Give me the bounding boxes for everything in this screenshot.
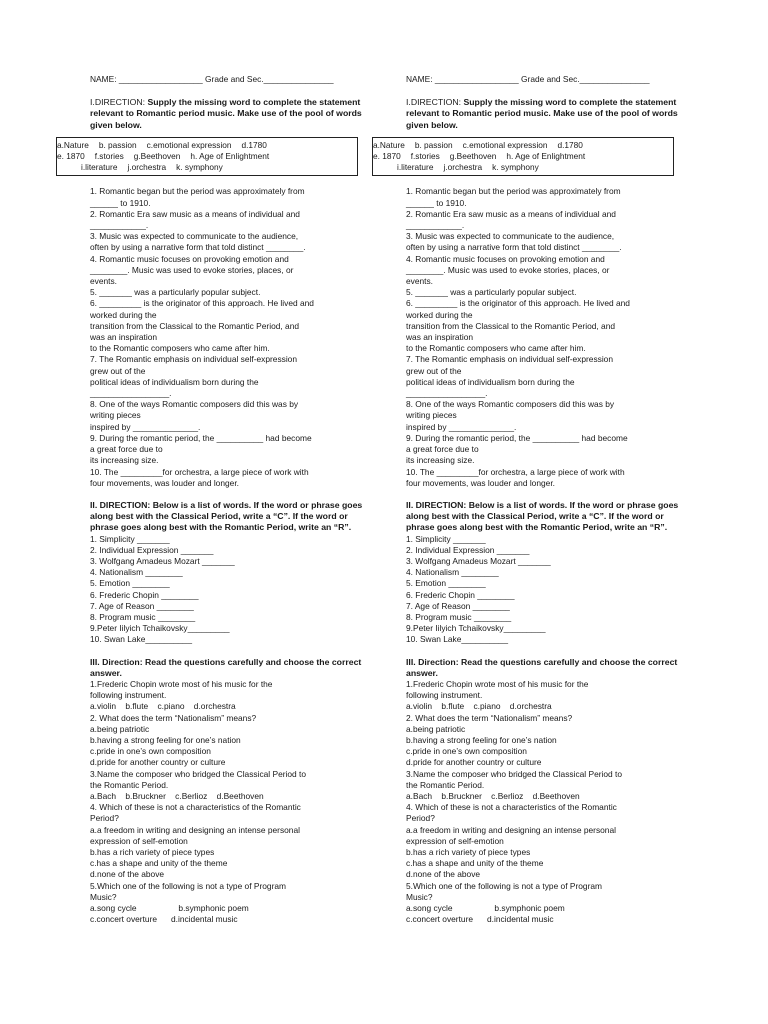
pool-word: c.emotional expression [146, 139, 232, 150]
section3-item-line: b.has a rich variety of piece types [90, 847, 215, 857]
section1-item-line: four movements, was louder and longer. [90, 477, 239, 488]
section3-items [406, 679, 684, 925]
section1-item-line: 7. The Romantic emphasis on individual self-expression [90, 354, 297, 365]
section3-item-line: Music? [90, 891, 117, 902]
section1-item-line: ________. Music was used to evoke stories, places, or [90, 264, 294, 275]
section3-item-line: a.Bach b.Bruckner c.Berlioz d.Beethoven [406, 790, 580, 801]
section3-item-line: 4. Which of these is not a characteristics of the Romantic [90, 802, 301, 813]
section3-item-line: 3.Name the composer who bridged the Classical Period to [406, 768, 622, 779]
pool-word: c.emotional expression [462, 139, 548, 150]
pool-word: g.Beethoven [133, 151, 181, 162]
section3-item-line: c.pride in one’s own composition [406, 746, 527, 757]
section1-items [406, 186, 684, 488]
section1-item-line: 6. _________ is the originator of this approach. He lived and [406, 298, 630, 309]
section3-item-line: c.concert overture d.incidental music [406, 914, 554, 925]
section1-item-line: events. [90, 276, 118, 287]
section3-item-line: d.pride for another country or culture [406, 757, 542, 768]
section1-item-line: worked during the [406, 309, 473, 320]
pool-word: a.Nature [373, 139, 405, 150]
pool-word: b. passion [98, 139, 137, 150]
section2-item: 8. Program music ________ [90, 611, 196, 622]
section1-item-line: a great force due to [406, 444, 479, 455]
section1-item-line: 10. The _________for orchestra, a large piece of work with [90, 466, 309, 477]
section1-item-line: 9. During the romantic period, the __________ had become [90, 432, 312, 443]
section1-direction-lead: I.DIRECTION: [90, 97, 148, 108]
pool-word: k. symphony [176, 162, 223, 173]
section1-direction-text: Supply the missing word to complete the statement relevant to Romantic period music. Make use of the pool of words given below. [406, 97, 678, 130]
section3-item-line: a.song cycle b.symphonic poem [406, 903, 565, 914]
section1-item-line: ________. Music was used to evoke stories, places, or [406, 264, 610, 275]
section1-item-line: 8. One of the ways Romantic composers did this was by [90, 399, 299, 410]
section3-item-line: Period? [406, 813, 435, 824]
pool-word: e. 1870 [57, 151, 85, 162]
section3-item-line: 5.Which one of the following is not a type of Program [406, 880, 602, 891]
section3-item-line: b.having a strong feeling for one’s nation [406, 734, 557, 745]
section1-item-line: ______ to 1910. [90, 197, 151, 208]
section2-item: 10. Swan Lake__________ [406, 634, 508, 645]
pool-word: i.literature [397, 162, 434, 173]
section3-item-line: c.pride in one’s own composition [90, 746, 211, 757]
section1-item-line: grew out of the [90, 365, 146, 376]
section1-item-line: a great force due to [90, 444, 163, 455]
section3-item-line: expression of self-emotion [406, 835, 504, 846]
word-pool-row [373, 162, 673, 173]
section3-item-line: d.none of the above [90, 869, 165, 880]
section1-item-line: 5. _______ was a particularly popular subject. [90, 287, 261, 298]
section2-item: 10. Swan Lake__________ [90, 634, 192, 645]
section3-item-line: c.has a shape and unity of the theme [90, 858, 228, 869]
section1-direction [90, 97, 368, 131]
word-pool-box [56, 137, 358, 177]
section1-item-line: 4. Romantic music focuses on provoking emotion and [406, 253, 605, 264]
section1-item-line: worked during the [90, 309, 157, 320]
section1-item-line: to the Romantic composers who came after him. [90, 343, 270, 354]
section1-item-line: was an inspiration [90, 332, 158, 343]
section3-item-line: c.has a shape and unity of the theme [406, 858, 544, 869]
section2-item: 1. Simplicity _______ [406, 533, 486, 544]
pool-word: f.stories [410, 151, 440, 162]
pool-word: d.1780 [241, 139, 267, 150]
section1-item-line: _________________. [90, 388, 172, 399]
section3-item-line: 4. Which of these is not a characteristics of the Romantic [406, 802, 617, 813]
section2-item: 6. Frederic Chopin ________ [90, 589, 199, 600]
section1-item-line: 2. Romantic Era saw music as a means of individual and [406, 208, 616, 219]
worksheet-right [373, 74, 684, 925]
name-grade-line: NAME: __________________ Grade and Sec._______________ [406, 74, 650, 84]
section2-item: 2. Individual Expression _______ [90, 544, 214, 555]
section3-item-line: c.concert overture d.incidental music [90, 914, 238, 925]
section1-item-line: its increasing size. [406, 455, 475, 466]
section1-item-line: inspired by ______________. [406, 421, 517, 432]
pool-word: k. symphony [492, 162, 539, 173]
section1-item-line: 3. Music was expected to communicate to the audience, [90, 231, 299, 242]
section1-item-line: its increasing size. [90, 455, 159, 466]
pool-word: f.stories [94, 151, 124, 162]
section2-item: 1. Simplicity _______ [90, 533, 170, 544]
section3-item-line: the Romantic Period. [406, 779, 485, 790]
pool-word: i.literature [81, 162, 118, 173]
pool-word: d.1780 [557, 139, 583, 150]
section1-item-line: _________________. [406, 388, 488, 399]
section1-item-line: 5. _______ was a particularly popular subject. [406, 287, 577, 298]
section1-item-line: often by using a narrative form that told distinct ________. [90, 242, 306, 253]
section2-direction: II. DIRECTION: Below is a list of words. If the word or phrase goes along best with the Classical Period, write a “C”. If the word or phrase goes along best with the Romantic Period, write an “R”. [90, 499, 363, 533]
section1-item-line: events. [406, 276, 434, 287]
section3-item-line: 3.Name the composer who bridged the Classical Period to [90, 768, 306, 779]
section3-item-line: following instrument. [90, 690, 167, 701]
section1-item-line: 1. Romantic began but the period was approximately from [406, 186, 621, 197]
section3-item-line: 2. What does the term “Nationalism” means? [90, 712, 257, 723]
pool-word: j.orchestra [127, 162, 167, 173]
section1-item-line: political ideas of individualism born during the [406, 376, 575, 387]
section3-direction: III. Direction: Read the questions carefully and choose the correct answer. [406, 656, 678, 678]
section3-item-line: Music? [406, 891, 433, 902]
section2-item: 9.Peter Iilyich Tchaikovsky_________ [406, 623, 546, 634]
section2-items [90, 534, 368, 646]
name-grade-line: NAME: __________________ Grade and Sec._______________ [90, 74, 334, 84]
section1-item-line: 9. During the romantic period, the __________ had become [406, 432, 628, 443]
section1-direction-lead: I.DIRECTION: [406, 97, 464, 108]
section1-item-line: ____________. [90, 220, 149, 231]
section3-item-line: a.being patriotic [406, 723, 466, 734]
section1-direction-text: Supply the missing word to complete the statement relevant to Romantic period music. Make use of the pool of words given below. [90, 97, 362, 130]
section3-item-line: 1.Frederic Chopin wrote most of his music for the [406, 678, 589, 689]
section1-item-line: was an inspiration [406, 332, 474, 343]
section2-item: 7. Age of Reason ________ [406, 600, 510, 611]
section3-item-line: following instrument. [406, 690, 483, 701]
section3-item-line: d.pride for another country or culture [90, 757, 226, 768]
section1-item-line: to the Romantic composers who came after him. [406, 343, 586, 354]
section1-item-line: 1. Romantic began but the period was approximately from [90, 186, 305, 197]
section1-item-line: 3. Music was expected to communicate to the audience, [406, 231, 615, 242]
pool-word: h. Age of Enlightment [190, 151, 270, 162]
section3-item-line: a.violin b.flute c.piano d.orchestra [90, 701, 236, 712]
word-pool-row [57, 162, 357, 173]
section1-item-line: 4. Romantic music focuses on provoking emotion and [90, 253, 289, 264]
pool-word: a.Nature [57, 139, 89, 150]
word-pool-row [57, 151, 357, 162]
section1-item-line: 2. Romantic Era saw music as a means of individual and [90, 208, 300, 219]
section2-item: 4. Nationalism ________ [90, 567, 183, 578]
word-pool-row [57, 140, 357, 151]
section1-item-line: grew out of the [406, 365, 462, 376]
section1-item-line: 8. One of the ways Romantic composers did this was by [406, 399, 615, 410]
word-pool-row [373, 140, 673, 151]
section3-item-line: b.having a strong feeling for one’s nation [90, 734, 241, 745]
section3-item-line: a.a freedom in writing and designing an intense personal [90, 824, 300, 835]
section2-item: 4. Nationalism ________ [406, 567, 499, 578]
section3-direction: III. Direction: Read the questions carefully and choose the correct answer. [90, 656, 362, 678]
section3-item-line: 5.Which one of the following is not a type of Program [90, 880, 286, 891]
section1-item-line: transition from the Classical to the Romantic Period, and [406, 320, 616, 331]
section2-item: 3. Wolfgang Amadeus Mozart _______ [406, 555, 551, 566]
section2-item: 7. Age of Reason ________ [90, 600, 194, 611]
section2-items [406, 534, 684, 646]
section3-items [90, 679, 368, 925]
word-pool-box [372, 137, 674, 177]
section3-item-line: a.violin b.flute c.piano d.orchestra [406, 701, 552, 712]
section1-item-line: often by using a narrative form that told distinct ________. [406, 242, 622, 253]
section1-direction [406, 97, 684, 131]
section2-direction: II. DIRECTION: Below is a list of words. If the word or phrase goes along best with the Classical Period, write a “C”. If the word or phrase goes along best with the Romantic Period, write an “R”. [406, 499, 679, 533]
section1-item-line: inspired by ______________. [90, 421, 201, 432]
pool-word: h. Age of Enlightment [506, 151, 586, 162]
section2-item: 5. Emotion ________ [406, 578, 486, 589]
section2-item: 3. Wolfgang Amadeus Mozart _______ [90, 555, 235, 566]
pool-word: j.orchestra [443, 162, 483, 173]
section3-item-line: d.none of the above [406, 869, 481, 880]
section1-item-line: political ideas of individualism born during the [90, 376, 259, 387]
pool-word: g.Beethoven [449, 151, 497, 162]
section1-item-line: four movements, was louder and longer. [406, 477, 555, 488]
pool-word: b. passion [414, 139, 453, 150]
section1-item-line: ____________. [406, 220, 465, 231]
section1-item-line: ______ to 1910. [406, 197, 467, 208]
section2-item: 8. Program music ________ [406, 611, 512, 622]
section3-item-line: a.Bach b.Bruckner c.Berlioz d.Beethoven [90, 790, 264, 801]
section1-item-line: transition from the Classical to the Romantic Period, and [90, 320, 300, 331]
section3-item-line: b.has a rich variety of piece types [406, 847, 531, 857]
worksheet-left [57, 74, 368, 925]
section3-item-line: 2. What does the term “Nationalism” means? [406, 712, 573, 723]
section3-item-line: a.song cycle b.symphonic poem [90, 903, 249, 914]
section3-item-line: a.a freedom in writing and designing an intense personal [406, 824, 616, 835]
section2-item: 5. Emotion ________ [90, 578, 170, 589]
section3-item-line: expression of self-emotion [90, 835, 188, 846]
section3-item-line: the Romantic Period. [90, 779, 169, 790]
pool-word: e. 1870 [373, 151, 401, 162]
section2-item: 2. Individual Expression _______ [406, 544, 530, 555]
word-pool-row [373, 151, 673, 162]
section1-item-line: 6. _________ is the originator of this approach. He lived and [90, 298, 314, 309]
section1-items [90, 186, 368, 488]
section3-item-line: a.being patriotic [90, 723, 150, 734]
section1-item-line: writing pieces [406, 410, 457, 421]
section2-item: 6. Frederic Chopin ________ [406, 589, 515, 600]
section1-item-line: writing pieces [90, 410, 141, 421]
section2-item: 9.Peter Iilyich Tchaikovsky_________ [90, 623, 230, 634]
section3-item-line: Period? [90, 813, 119, 824]
section1-item-line: 10. The _________for orchestra, a large piece of work with [406, 466, 625, 477]
section3-item-line: 1.Frederic Chopin wrote most of his music for the [90, 678, 273, 689]
section1-item-line: 7. The Romantic emphasis on individual self-expression [406, 354, 613, 365]
